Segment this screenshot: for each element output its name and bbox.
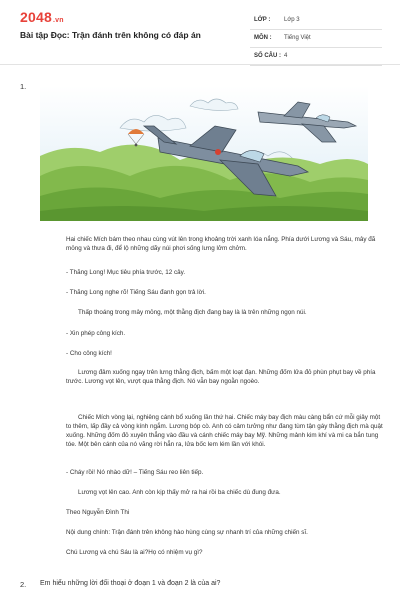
passage-paragraph: - Thăng Long! Mục tiêu phía trước, 12 cây. [66, 269, 186, 276]
passage-paragraph: - Cho công kích! [66, 350, 112, 357]
passage-paragraph: Chiếc Mích vòng lại, nghiêng cánh bổ xuống lần thứ hai. Chiếc máy bay địch màu càng bẩn cứ mỗi giây một to thêm, lấp đầy cả vòng kính ngắm. Lương bóp cò. Anh có cảm tưởng như đang tùm tận gáy thằng địch mà quật xuống. Những đốm đỏ xuyên thẳng vào đầu và cánh chiếc máy bay Mỹ. Những mảnh kim khí và mi ca bắn tung tóe. Một bên cánh của nó văng rời hẳn ra, lửa bốc lem lém lần với khói. [66, 414, 383, 448]
question-prompt: Em hiểu những lời đối thoại ở đoạn 1 và đoạn 2 là của ai? [40, 580, 221, 587]
meta-row-grade [250, 12, 382, 30]
passage-source: Theo Nguyễn Đình Thi [66, 509, 130, 516]
meta-value: Tiếng Việt [284, 35, 311, 41]
meta-value: Lớp 3 [284, 17, 300, 23]
site-logo[interactable]: 2048.vn [20, 9, 64, 25]
logo-suffix: .vn [52, 17, 64, 24]
passage-main-idea: Nội dung chính: Trận đánh trên không hào hùng cùng sự nhanh trí của những chiến sĩ. [66, 529, 308, 536]
passage-paragraph: - Xin phép công kích. [66, 330, 126, 337]
passage-paragraph: Lương đâm xuống ngay trên lưng thằng địch, bấm một loạt đạn. Những đốm lửa đỏ phùn phụt bay về phía trước. Lương vọt lên, vượt qua thằng địch. Nó vẫn bay ngoằn ngoèo. [66, 369, 376, 385]
passage-paragraph: Lương vọt lên cao. Anh còn kịp thấy mở ra hai rồi ba chiếc dù đung đưa. [78, 489, 281, 496]
meta-row-subject [250, 30, 382, 48]
question-number: 1. [20, 82, 27, 91]
worksheet-header [0, 0, 400, 65]
meta-label: SỐ CÂU : [254, 53, 281, 59]
passage-paragraph: - Thăng Long nghe rõ! Tiếng Sáu đanh gọn trả lời. [66, 289, 206, 296]
page-title: Bài tập Đọc: Trận đánh trên không có đáp án [20, 30, 201, 40]
passage-paragraph: Thấp thoáng trong mây mỏng, một thằng địch đang bay là là trên những ngọn núi. [78, 309, 307, 316]
meta-label: MÔN : [254, 35, 272, 41]
question-prompt: Chú Lương và chú Sáu là ai?Họ có nhiệm vụ gì? [66, 549, 203, 556]
passage-paragraph: Hai chiếc Mích bám theo nhau cùng vút lên trong khoảng trời xanh lóa nắng. Phía dưới Lương và Sáu, mây đã mỏng và thưa đi, để lộ những dãy núi phơi sống lưng lởm chởm. [66, 236, 376, 252]
meta-row-question-count [250, 48, 382, 66]
worksheet-meta [250, 12, 382, 66]
question-number: 2. [20, 580, 27, 589]
passage-paragraph: - Cháy rồi! Nó nhào dữ! – Tiếng Sáu reo liên tiếp. [66, 469, 204, 476]
illustration-fighter-jets [40, 86, 368, 221]
meta-label: LỚP : [254, 17, 271, 23]
meta-value: 4 [284, 53, 288, 59]
